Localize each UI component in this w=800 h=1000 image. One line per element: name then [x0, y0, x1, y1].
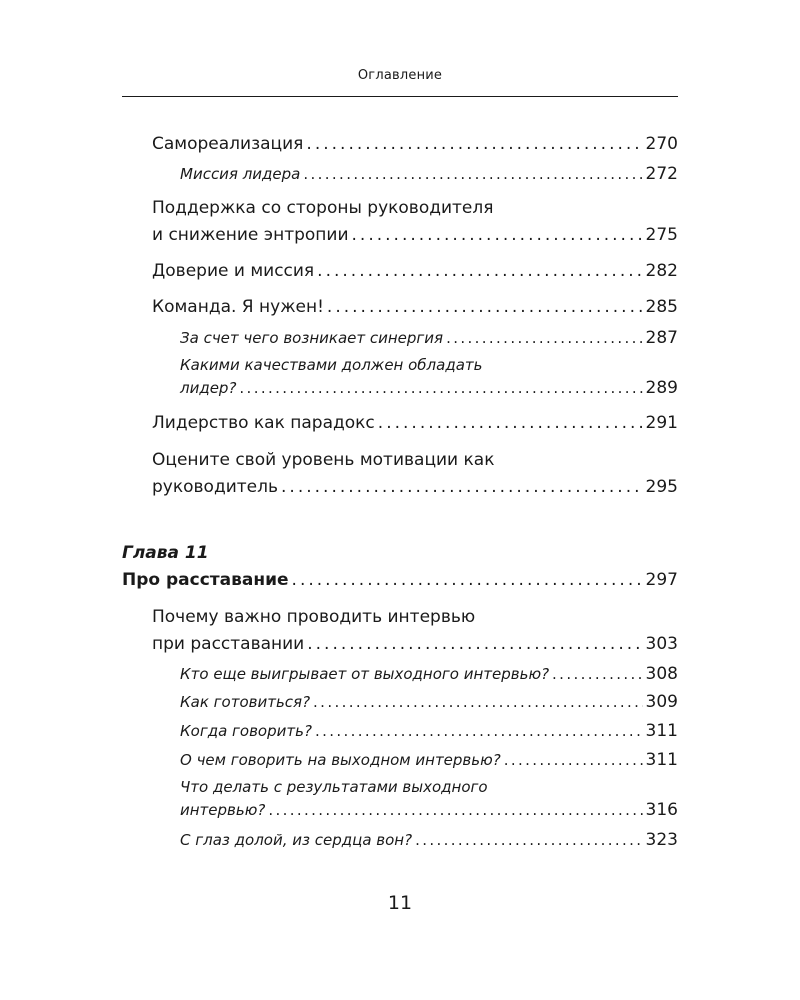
toc-entry-title: Какими качествами должен обладать	[180, 356, 483, 374]
chapter-title: Про расставание	[122, 570, 289, 590]
toc-page-number: 323	[645, 830, 678, 850]
page-number: 11	[387, 892, 413, 914]
toc-page-number: 311	[645, 721, 678, 741]
toc-page-number: 297	[645, 570, 678, 590]
toc-page-number: 316	[645, 800, 678, 820]
dot-leader	[292, 570, 643, 590]
toc-subentry[interactable]	[180, 800, 678, 820]
toc-entry[interactable]	[152, 297, 678, 317]
toc-subentry[interactable]	[180, 378, 678, 398]
dot-leader	[378, 413, 643, 433]
toc-entry-title: лидер?	[180, 379, 237, 397]
dot-leader	[352, 225, 643, 245]
dot-leader	[268, 801, 642, 819]
toc-subentry[interactable]	[180, 692, 678, 712]
toc-page-number: 270	[645, 134, 678, 154]
toc-page-number: 275	[645, 225, 678, 245]
dot-leader	[552, 665, 643, 683]
dot-leader	[315, 722, 643, 740]
toc-subentry[interactable]	[180, 328, 678, 348]
toc-entry-title: Как готовиться?	[180, 693, 311, 711]
toc-page-number: 308	[645, 664, 678, 684]
toc-entry-title: при расставании	[152, 634, 305, 654]
toc-page-number: 289	[645, 378, 678, 398]
toc-subentry[interactable]	[180, 164, 678, 184]
toc-subentry[interactable]	[180, 664, 678, 684]
toc-subentry[interactable]	[180, 750, 678, 770]
toc-entry-title: Миссия лидера	[180, 165, 301, 183]
toc-entry-title: Оцените свой уровень мотивации как	[152, 450, 495, 470]
toc-subentry[interactable]	[180, 721, 678, 741]
toc-entry-title-line	[152, 198, 678, 218]
toc-page-number: 287	[645, 328, 678, 348]
toc-page-number: 309	[645, 692, 678, 712]
chapter-number: Глава 11	[122, 543, 209, 563]
toc-page-number: 303	[645, 634, 678, 654]
running-head: Оглавление	[357, 68, 443, 83]
toc-entry[interactable]	[152, 261, 678, 281]
dot-leader	[317, 261, 642, 281]
toc-entry-title: Доверие и миссия	[152, 261, 315, 281]
toc-entry-title: Когда говорить?	[180, 722, 312, 740]
toc-entry[interactable]	[152, 477, 678, 497]
toc-page-number: 272	[645, 164, 678, 184]
toc-subentry[interactable]	[180, 830, 678, 850]
dot-leader	[504, 751, 643, 769]
toc-entry-title: За счет чего возникает синергия	[180, 329, 444, 347]
dot-leader	[446, 329, 642, 347]
toc-page-number: 282	[645, 261, 678, 281]
toc-entry-title: Лидерство как парадокс	[152, 413, 375, 433]
toc-entry-title: Поддержка со стороны руководителя	[152, 198, 494, 218]
toc-entry-title: Команда. Я нужен!	[152, 297, 324, 317]
toc-entry-title: Почему важно проводить интервью	[152, 607, 476, 627]
toc-page-number: 291	[645, 413, 678, 433]
dot-leader	[281, 477, 643, 497]
chapter-label	[122, 543, 678, 563]
chapter-entry[interactable]	[122, 570, 678, 590]
dot-leader	[313, 693, 643, 711]
toc-entry-title: и снижение энтропии	[152, 225, 349, 245]
toc-page-number: 285	[645, 297, 678, 317]
toc-entry-title: руководитель	[152, 477, 278, 497]
toc-entry-title: интервью?	[180, 801, 266, 819]
toc-entry[interactable]	[152, 134, 678, 154]
toc-entry-title-line	[180, 356, 678, 374]
toc-entry-title: Кто еще выигрывает от выходного интервью?	[180, 665, 550, 683]
toc-entry-title: Самореализация	[152, 134, 304, 154]
toc-entry-title: О чем говорить на выходном интервью?	[180, 751, 501, 769]
dot-leader	[239, 379, 642, 397]
dot-leader	[415, 831, 642, 849]
toc-entry-title-line	[152, 607, 678, 627]
toc-entry[interactable]	[152, 634, 678, 654]
toc-entry[interactable]	[152, 225, 678, 245]
dot-leader	[307, 634, 642, 654]
dot-leader	[306, 134, 642, 154]
dot-leader	[327, 297, 643, 317]
toc-page-number: 311	[645, 750, 678, 770]
toc-entry-title: С глаз долой, из сердца вон?	[180, 831, 413, 849]
toc-entry-title-line	[180, 778, 678, 796]
toc-entry-title: Что делать с результатами выходного	[180, 778, 488, 796]
toc-entry-title-line	[152, 450, 678, 470]
toc-page-number: 295	[645, 477, 678, 497]
dot-leader	[303, 165, 642, 183]
toc-entry[interactable]	[152, 413, 678, 433]
